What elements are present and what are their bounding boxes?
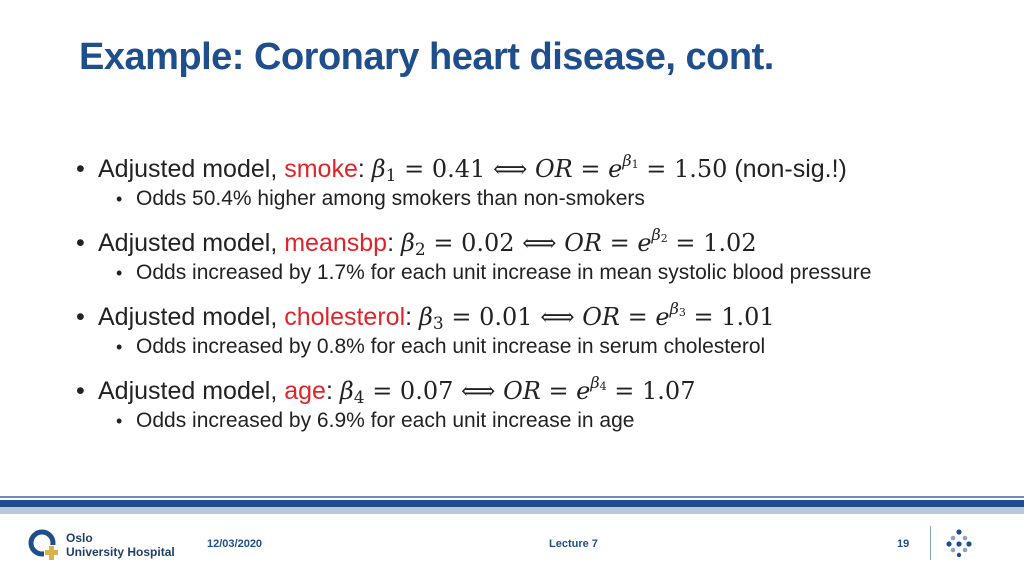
slide-title: Example: Coronary heart disease, cont. (79, 36, 774, 78)
bullet-prefix: Adjusted model, (98, 155, 285, 183)
logo-line-2: University Hospital (66, 545, 175, 559)
hospital-logo-icon (28, 528, 62, 562)
or-expression: OR = e (564, 229, 652, 257)
exp-beta: β (651, 225, 661, 244)
or-result: = 1.50 (646, 155, 728, 183)
colon: : (405, 303, 413, 331)
hospital-logo (28, 528, 178, 564)
variable-name: cholesterol (284, 303, 406, 331)
bullet-cholesterol (76, 300, 976, 334)
beta-value: = 0.07 (372, 377, 454, 405)
beta-index: 3 (432, 314, 444, 334)
variable-name: meansbp (284, 229, 388, 257)
or-result: = 1.07 (614, 377, 696, 405)
hospital-logo-text (66, 531, 175, 559)
formula (339, 373, 696, 408)
beta-index: 2 (414, 240, 426, 260)
variable-name: age (284, 377, 326, 405)
formula (371, 151, 728, 186)
sub-bullet-age: • Odds increased by 6.9% for each unit increase in age (76, 408, 976, 434)
or-expression: OR = e (503, 377, 591, 405)
bullet-meansbp (76, 226, 976, 260)
colon: : (325, 377, 333, 405)
exp-index: 2 (660, 232, 668, 245)
beta-value: = 0.41 (404, 155, 486, 183)
footer-date: 12/03/2020 (207, 538, 263, 550)
iff-symbol: ⟺ (540, 303, 575, 331)
exp-index: 4 (599, 380, 607, 393)
iff-symbol: ⟺ (492, 155, 528, 183)
footer-divider (930, 526, 931, 560)
bullet-smoke (76, 152, 976, 186)
formula (419, 299, 775, 334)
beta-symbol: β (371, 155, 386, 183)
bullet-prefix: Adjusted model, (98, 377, 285, 405)
iff-symbol: ⟺ (461, 377, 496, 405)
bullet-list (76, 152, 976, 448)
bullet-prefix: Adjusted model, (98, 229, 285, 257)
or-expression: OR = e (582, 303, 670, 331)
variable-name: smoke (284, 155, 358, 183)
exp-beta: β (622, 151, 632, 170)
beta-value: = 0.02 (433, 229, 515, 257)
footer-band (0, 496, 1024, 514)
exp-beta: β (669, 299, 679, 318)
dots-logo-icon (946, 529, 972, 557)
exp-beta: β (590, 373, 600, 392)
page-number: 19 (897, 538, 910, 550)
bullet-note: (non-sig.!) (734, 155, 847, 183)
beta-index: 4 (353, 388, 365, 408)
logo-line-1: Oslo (66, 531, 93, 545)
beta-symbol: β (400, 229, 415, 257)
beta-symbol: β (339, 377, 354, 405)
or-result: = 1.02 (675, 229, 757, 257)
sub-bullet-cholesterol: • Odds increased by 0.8% for each unit increase in serum cholesterol (76, 334, 976, 360)
or-result: = 1.01 (693, 303, 775, 331)
beta-value: = 0.01 (451, 303, 533, 331)
exp-index: 1 (631, 158, 639, 171)
sub-bullet-smoke: • Odds 50.4% higher among smokers than non-smokers (76, 186, 976, 212)
iff-symbol: ⟺ (522, 229, 557, 257)
beta-symbol: β (419, 303, 433, 331)
or-expression: OR = e (534, 155, 623, 183)
bullet-prefix: Adjusted model, (98, 303, 285, 331)
sub-bullet-meansbp: • Odds increased by 1.7% for each unit increase in mean systolic blood pressure (76, 260, 976, 286)
slide-footer (0, 514, 1024, 576)
colon: : (387, 229, 395, 257)
formula (400, 225, 757, 260)
colon: : (357, 155, 365, 183)
beta-index: 1 (385, 166, 397, 186)
exp-index: 3 (678, 306, 686, 319)
bullet-age (76, 374, 976, 408)
footer-lecture: Lecture 7 (549, 538, 598, 550)
